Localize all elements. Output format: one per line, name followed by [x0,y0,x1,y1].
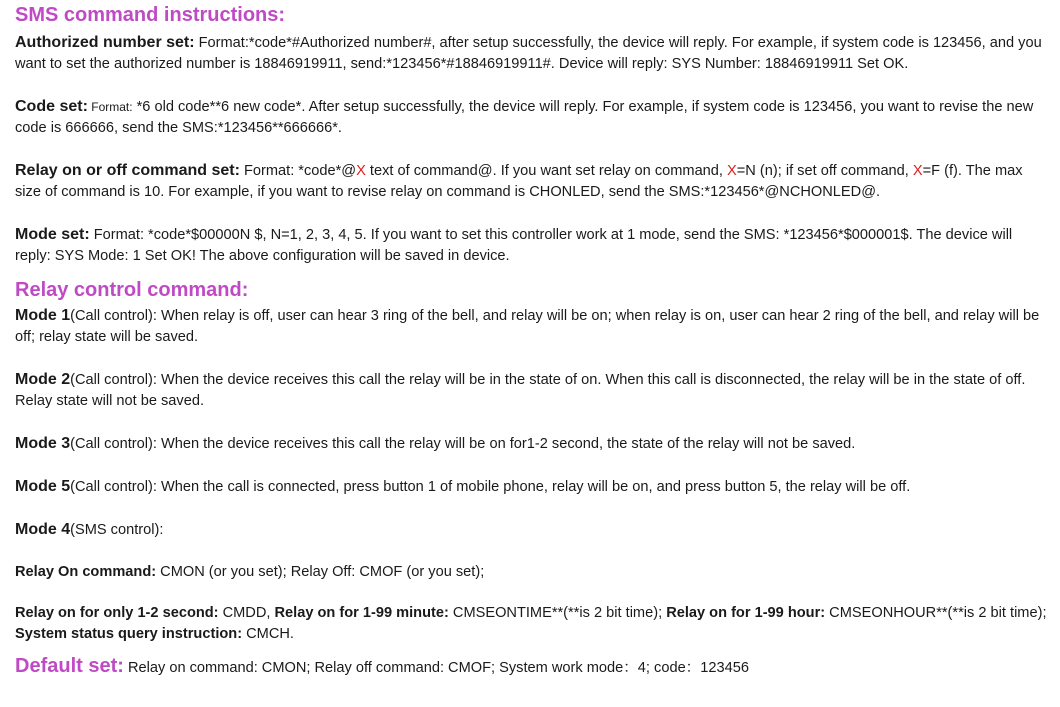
mode2-label: Mode 2 [15,371,71,388]
relay-1-99-hour-label: Relay on for 1-99 hour: [666,605,826,621]
timed-relay-paragraph [15,603,1050,645]
mode2-text: (Call control): When the device receives this call the relay will be in the state of on. When this call is disconnected, the relay will be in the state of off. Relay state will not be saved. [15,372,1026,409]
relay-1-2-second-label: Relay on for only 1-2 second: [15,605,219,621]
relay-on-label: Relay On command: [15,564,157,580]
default-set-row [15,655,1050,679]
code-set-label: Code set: [15,98,88,115]
relay-x-1: X [356,163,366,179]
default-set-heading: Default set: [15,655,124,677]
code-set-format-word: Format: [87,100,133,114]
relay-on-off-paragraph [15,562,1050,583]
mode4-text: (SMS control): [70,522,164,538]
authorized-number-label: Authorized number set: [15,34,195,51]
mode4-label: Mode 4 [15,521,71,538]
relay-x-3: X [912,163,923,179]
relay-control-heading: Relay control command: [15,279,249,301]
mode1-text: (Call control): When relay is off, user can hear 3 ring of the bell, and relay will be on; when relay is on, user can hear 2 ring of the bell, and relay will be off; relay state will be saved. [15,308,1040,345]
relay-command-text-a: Format: *code*@ [239,163,357,179]
code-set-text: *6 old code**6 new code*. After setup successfully, the device will reply. For example, if system code is 123456, you want to revise the new code is 666666, send the SMS:*123456**666666*. [15,99,1034,136]
mode-set-paragraph [15,224,1050,267]
relay-on-text: CMON (or you set); Relay Off: CMOF (or you set); [156,564,485,580]
mode5-paragraph [15,476,1050,498]
mode5-label: Mode 5 [15,478,71,495]
sms-instructions-heading: SMS command instructions: [15,4,286,26]
authorized-number-paragraph [15,32,1050,75]
mode-set-label: Mode set: [15,226,90,243]
relay-1-99-minute-label: Relay on for 1-99 minute: [274,605,449,621]
relay-command-label: Relay on or off command set: [15,162,240,179]
relay-command-text-d: =F (f). The max size of command is 10. For example, if you want to revise relay on command is CHONLED, send the SMS:*123456*@NCHONLED@. [15,163,1023,200]
mode3-paragraph [15,433,1050,455]
mode-set-text: Format: *code*$00000N $, N=1, 2, 3, 4, 5. If you want to set this controller work at 1 mode, send the SMS: *123456*$000001$. The device will reply: SYS Mode: 1 Set OK! The above configuration will be saved in device. [15,227,1013,264]
authorized-number-text: Format:*code*#Authorized number#, after setup successfully, the device will reply. For example, if system code is 123456, and you want to set the authorized number is 18846919911, send:*123456*#18846919911#. Device will reply: SYS Number: 18846919911 Set OK. [15,35,1042,72]
mode4-paragraph [15,519,1050,541]
relay-command-text-c: =N (n); if set off command, [736,163,913,179]
relay-x-2: X [727,163,737,179]
mode2-paragraph [15,369,1050,412]
mode1-paragraph [15,305,1050,348]
mode5-text: (Call control): When the call is connected, press button 1 of mobile phone, relay will be on, and press button 5, the relay will be off. [70,479,911,495]
relay-1-99-hour-text: CMSEONHOUR**(**is 2 bit time); [825,605,1047,621]
relay-1-2-second-text: CMDD, [218,605,275,621]
relay-1-99-minute-text: CMSEONTIME**(**is 2 bit time); [448,605,667,621]
mode3-text: (Call control): When the device receives this call the relay will be on for1-2 second, the state of the relay will not be saved. [70,436,856,452]
default-set-text: Relay on command: CMON; Relay off command: CMOF; System work mode：4; code：123456 [123,660,749,676]
instructions-document [15,4,1050,679]
code-set-paragraph [15,96,1050,139]
relay-command-text-b: text of command@. If you want set relay on command, [365,163,728,179]
status-query-label: System status query instruction: [15,626,243,642]
mode3-label: Mode 3 [15,435,71,452]
mode1-label: Mode 1 [15,307,71,324]
status-query-text: CMCH. [242,626,294,642]
relay-command-paragraph [15,160,1050,203]
